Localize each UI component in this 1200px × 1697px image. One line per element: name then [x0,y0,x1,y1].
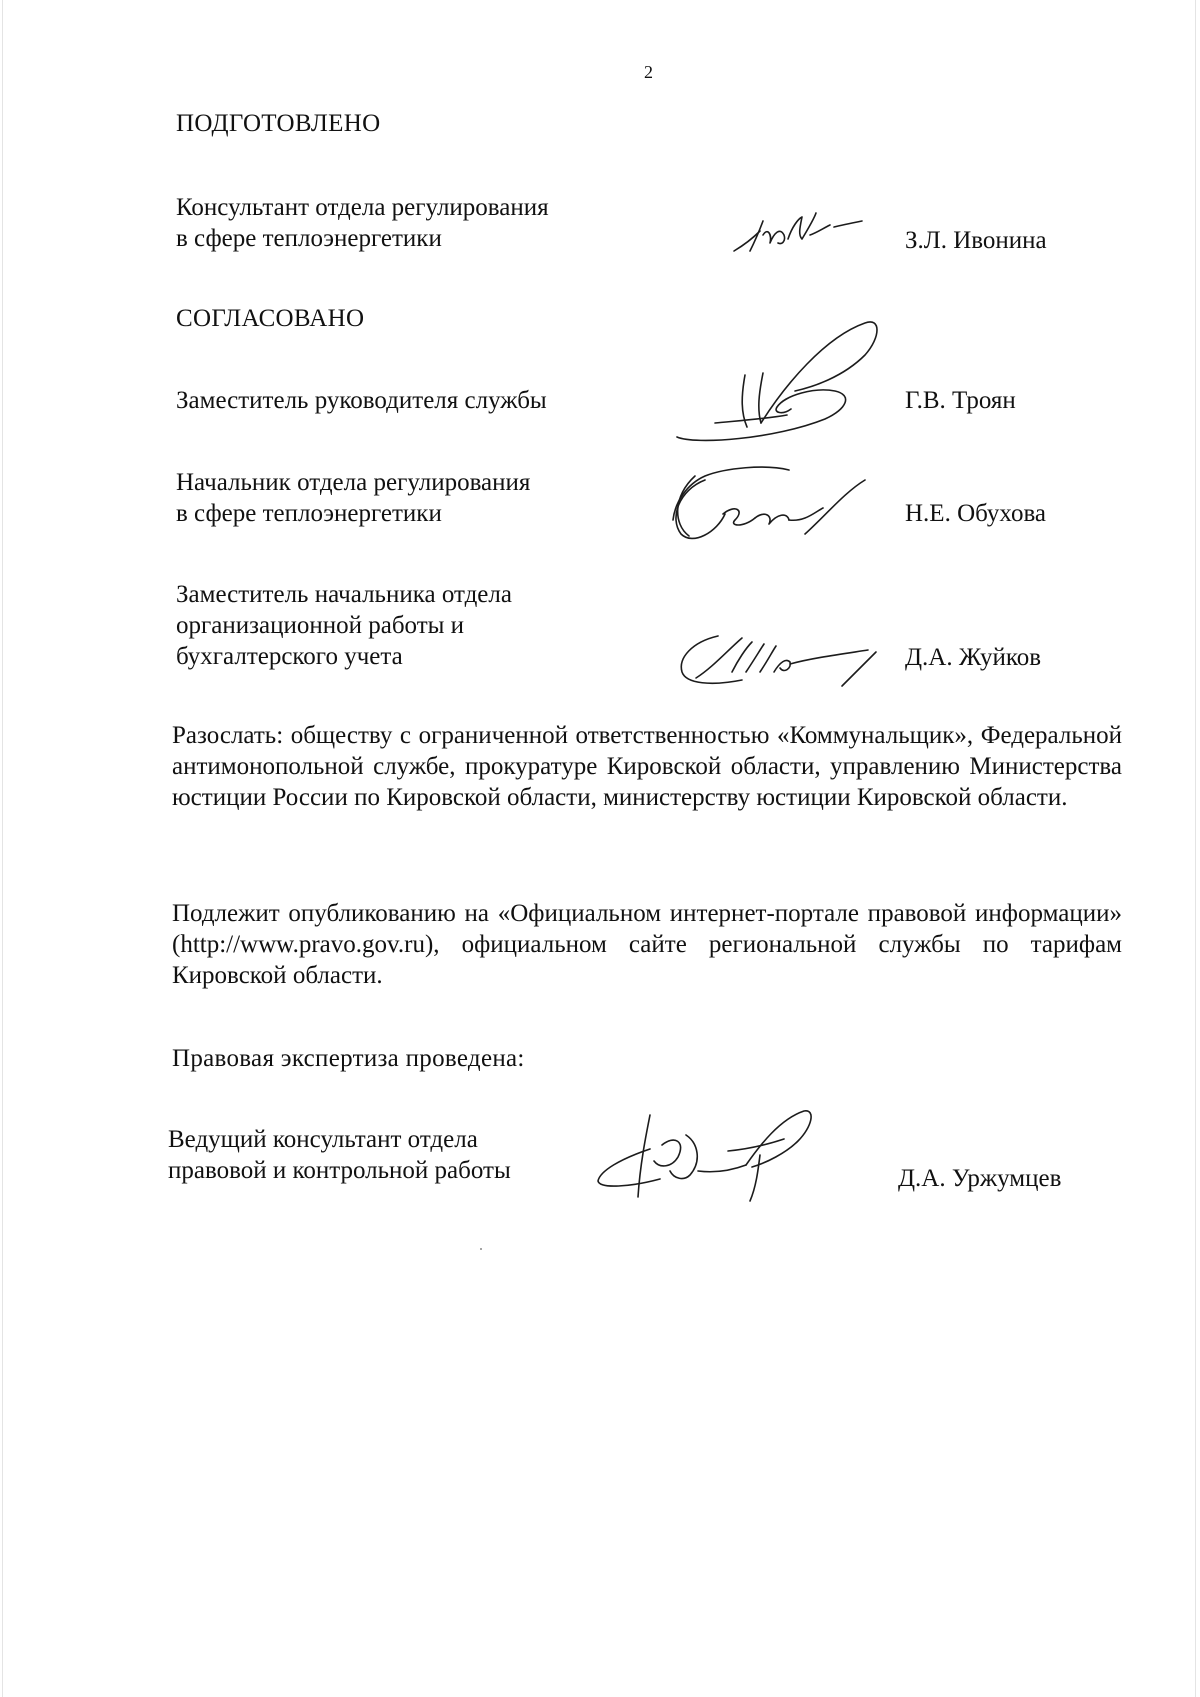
prepared-name: З.Л. Ивонина [905,227,1047,254]
agreed-signer-role [176,579,512,672]
signature-obukhova [665,462,885,547]
signature-zhuykov [672,628,902,693]
role-line: Заместитель руководителя службы [176,387,547,414]
agreed-signer-name: Н.Е. Обухова [905,500,1047,527]
page-number: 2 [644,62,653,82]
legal-review-name: Д.А. Уржумцев [898,1165,1062,1192]
role-line: Начальник отдела регулирования [176,469,531,496]
agreed-signer-name: Г.В. Троян [905,387,1016,414]
legal-review-heading: Правовая экспертиза проведена: [172,1045,525,1072]
distribution-paragraph: Разослать: обществу с ограниченной ответственностью «Коммунальщик», Федеральной антимонопольной службе, прокуратуре Кировской области, управлению Министерства юстиции России по Кировской области, министерству юстиции Кировской области. [172,722,1122,811]
agreed-signer-role [176,385,547,416]
prepared-heading: ПОДГОТОВЛЕНО [176,110,381,137]
legal-review-role [168,1124,511,1186]
scan-speck [480,1248,482,1250]
role-line: в сфере теплоэнергетики [176,500,442,527]
scan-edge-left [2,0,3,1697]
agreed-heading: СОГЛАСОВАНО [176,305,365,332]
role-line: Ведущий консультант отдела [168,1126,478,1153]
prepared-role [176,192,549,254]
role-line: Заместитель начальника отдела [176,581,512,608]
role-line: организационной работы и [176,612,465,639]
role-line: бухгалтерского учета [176,643,403,670]
signature-troyan [675,315,905,450]
agreed-signer-name: Д.А. Жуйков [905,644,1042,671]
signature-ivonina [730,205,880,260]
scan-edge-right [1195,0,1196,1697]
role-line: правовой и контрольной работы [168,1157,511,1184]
role-line: в сфере теплоэнергетики [176,225,442,252]
publication-paragraph: Подлежит опубликованию на «Официальном интернет-портале правовой информации» (http://www.pravo.gov.ru), официальном сайте региональной службы по тарифам Кировской области. [172,900,1122,989]
signature-urzhumtsev [590,1105,840,1205]
agreed-signer-role [176,467,530,529]
role-line: Консультант отдела регулирования [176,194,549,221]
